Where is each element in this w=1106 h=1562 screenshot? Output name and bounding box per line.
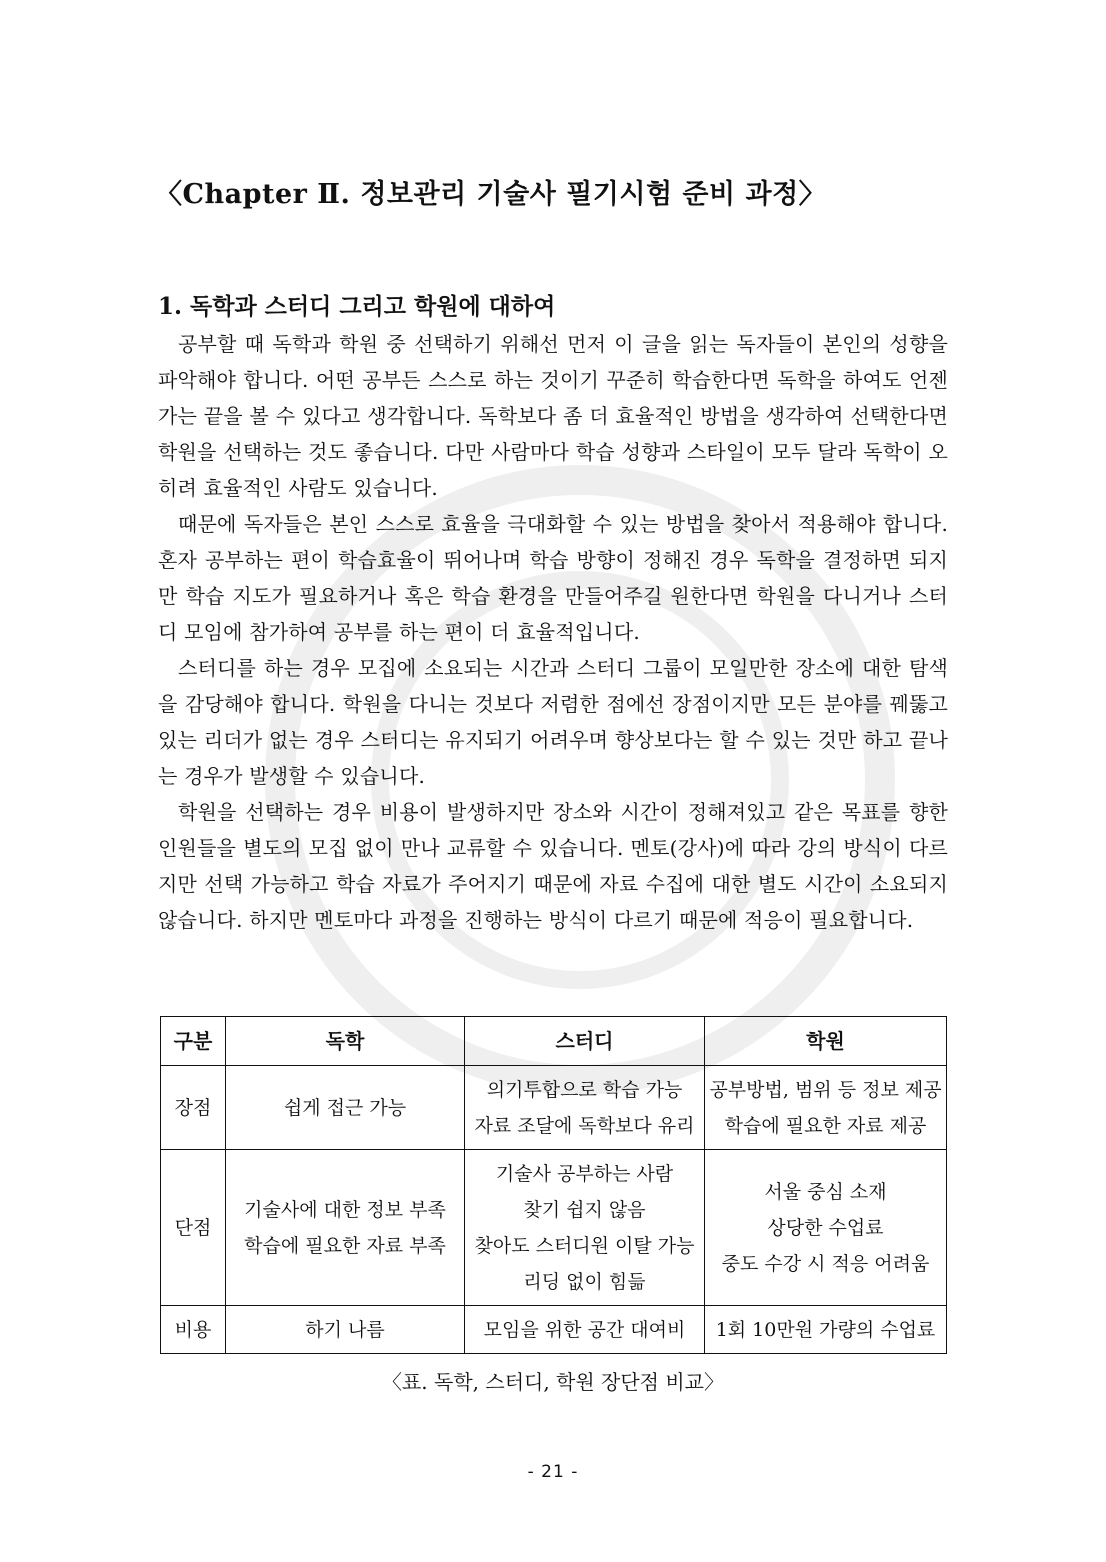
- table-row: [161, 1306, 947, 1354]
- section-heading: 1. 독학과 스터디 그리고 학원에 대하여: [158, 293, 556, 320]
- table-cell: [465, 1150, 705, 1306]
- cell-line: 기술사 공부하는 사람: [495, 1162, 674, 1185]
- table-caption: 〈표. 독학, 스터디, 학원 장단점 비교〉: [381, 1370, 725, 1394]
- table-cell: [705, 1066, 947, 1150]
- table-cell: [226, 1306, 465, 1354]
- cell-line: 학습에 필요한 자료 제공: [724, 1114, 927, 1137]
- paragraph: 학원을 선택하는 경우 비용이 발생하지만 장소와 시간이 정해져있고 같은 목표를 향한 인원들을 별도의 모집 없이 만나 교류할 수 있습니다. 멘토(강사)에 따라 강의 방식이 다르지만 선택 가능하고 학습 자료가 주어지기 때문에 자료 수집에 대한 별도 시간이 소요되지 않습니다. 하지만 멘토마다 과정을 진행하는 방식이 다르기 때문에 적응이 필요합니다.: [158, 800, 948, 932]
- paragraph: 스터디를 하는 경우 모집에 소요되는 시간과 스터디 그룹이 모일만한 장소에 대한 탐색을 감당해야 합니다. 학원을 다니는 것보다 저렴한 점에선 장점이지만 모든 분야를 꿰뚫고 있는 리더가 없는 경우 스터디는 유지되기 어려우며 향상보다는 할 수 있는 것만 하고 끝나는 경우가 발생할 수 있습니다.: [158, 656, 948, 788]
- table-cell: [226, 1150, 465, 1306]
- cell-line: 찾기 쉽지 않음: [523, 1198, 646, 1221]
- table-cell: [465, 1306, 705, 1354]
- row-header: 장점: [161, 1066, 226, 1150]
- cell-line: 공부방법, 범위 등 정보 제공: [709, 1078, 942, 1101]
- cell-line: 서울 중심 소재: [764, 1180, 887, 1203]
- cell-line: 상당한 수업료: [767, 1216, 884, 1239]
- row-header: 비용: [161, 1306, 226, 1354]
- column-header: 스터디: [465, 1017, 705, 1066]
- cell-line: 학습에 필요한 자료 부족: [244, 1234, 446, 1257]
- cell-line: 하기 나름: [305, 1318, 385, 1341]
- paragraph: 때문에 독자들은 본인 스스로 효율을 극대화할 수 있는 방법을 찾아서 적용해야 합니다. 혼자 공부하는 편이 학습효율이 뛰어나며 학습 방향이 정해진 경우 독학을 결정하면 되지만 학습 지도가 필요하거나 혹은 학습 환경을 만들어주길 원한다면 학원을 다니거나 스터디 모임에 참가하여 공부를 하는 편이 더 효율적입니다.: [158, 512, 948, 644]
- column-header: 독학: [226, 1017, 465, 1066]
- table-row: [161, 1150, 947, 1306]
- column-header: 구분: [161, 1017, 226, 1066]
- cell-line: 찾아도 스터디원 이탈 가능: [474, 1234, 695, 1257]
- page-number: - 21 -: [527, 1462, 579, 1482]
- cell-line: 기술사에 대한 정보 부족: [244, 1198, 446, 1221]
- table-row: [161, 1066, 947, 1150]
- column-header: 학원: [705, 1017, 947, 1066]
- table-cell: [705, 1150, 947, 1306]
- cell-line: 모임을 위한 공간 대여비: [483, 1318, 686, 1341]
- paragraph: 공부할 때 독학과 학원 중 선택하기 위해선 먼저 이 글을 읽는 독자들이 본인의 성향을 파악해야 합니다. 어떤 공부든 스스로 하는 것이기 꾸준히 학습한다면 독학을 하여도 언젠가는 끝을 볼 수 있다고 생각합니다. 독학보다 좀 더 효율적인 방법을 생각하여 선택한다면 학원을 선택하는 것도 좋습니다. 다만 사람마다 학습 성향과 스타일이 모두 달라 독학이 오히려 효율적인 사람도 있습니다.: [158, 332, 948, 500]
- cell-line: 1회 10만원 가량의 수업료: [715, 1318, 936, 1341]
- comparison-table: [160, 1016, 947, 1354]
- cell-line: 쉽게 접근 가능: [283, 1096, 407, 1119]
- body-text: [158, 326, 948, 938]
- table-header-row: [161, 1017, 947, 1066]
- cell-line: 의기투합으로 학습 가능: [486, 1078, 683, 1101]
- cell-line: 리딩 없이 힘듦: [523, 1270, 646, 1293]
- cell-line: 중도 수강 시 적응 어려움: [721, 1252, 930, 1275]
- table-cell: [705, 1306, 947, 1354]
- chapter-title: 〈Chapter Ⅱ. 정보관리 기술사 필기시험 준비 과정〉: [155, 179, 827, 210]
- table-cell: [226, 1066, 465, 1150]
- row-header: 단점: [161, 1150, 226, 1306]
- cell-line: 자료 조달에 독학보다 유리: [474, 1114, 695, 1137]
- table-cell: [465, 1066, 705, 1150]
